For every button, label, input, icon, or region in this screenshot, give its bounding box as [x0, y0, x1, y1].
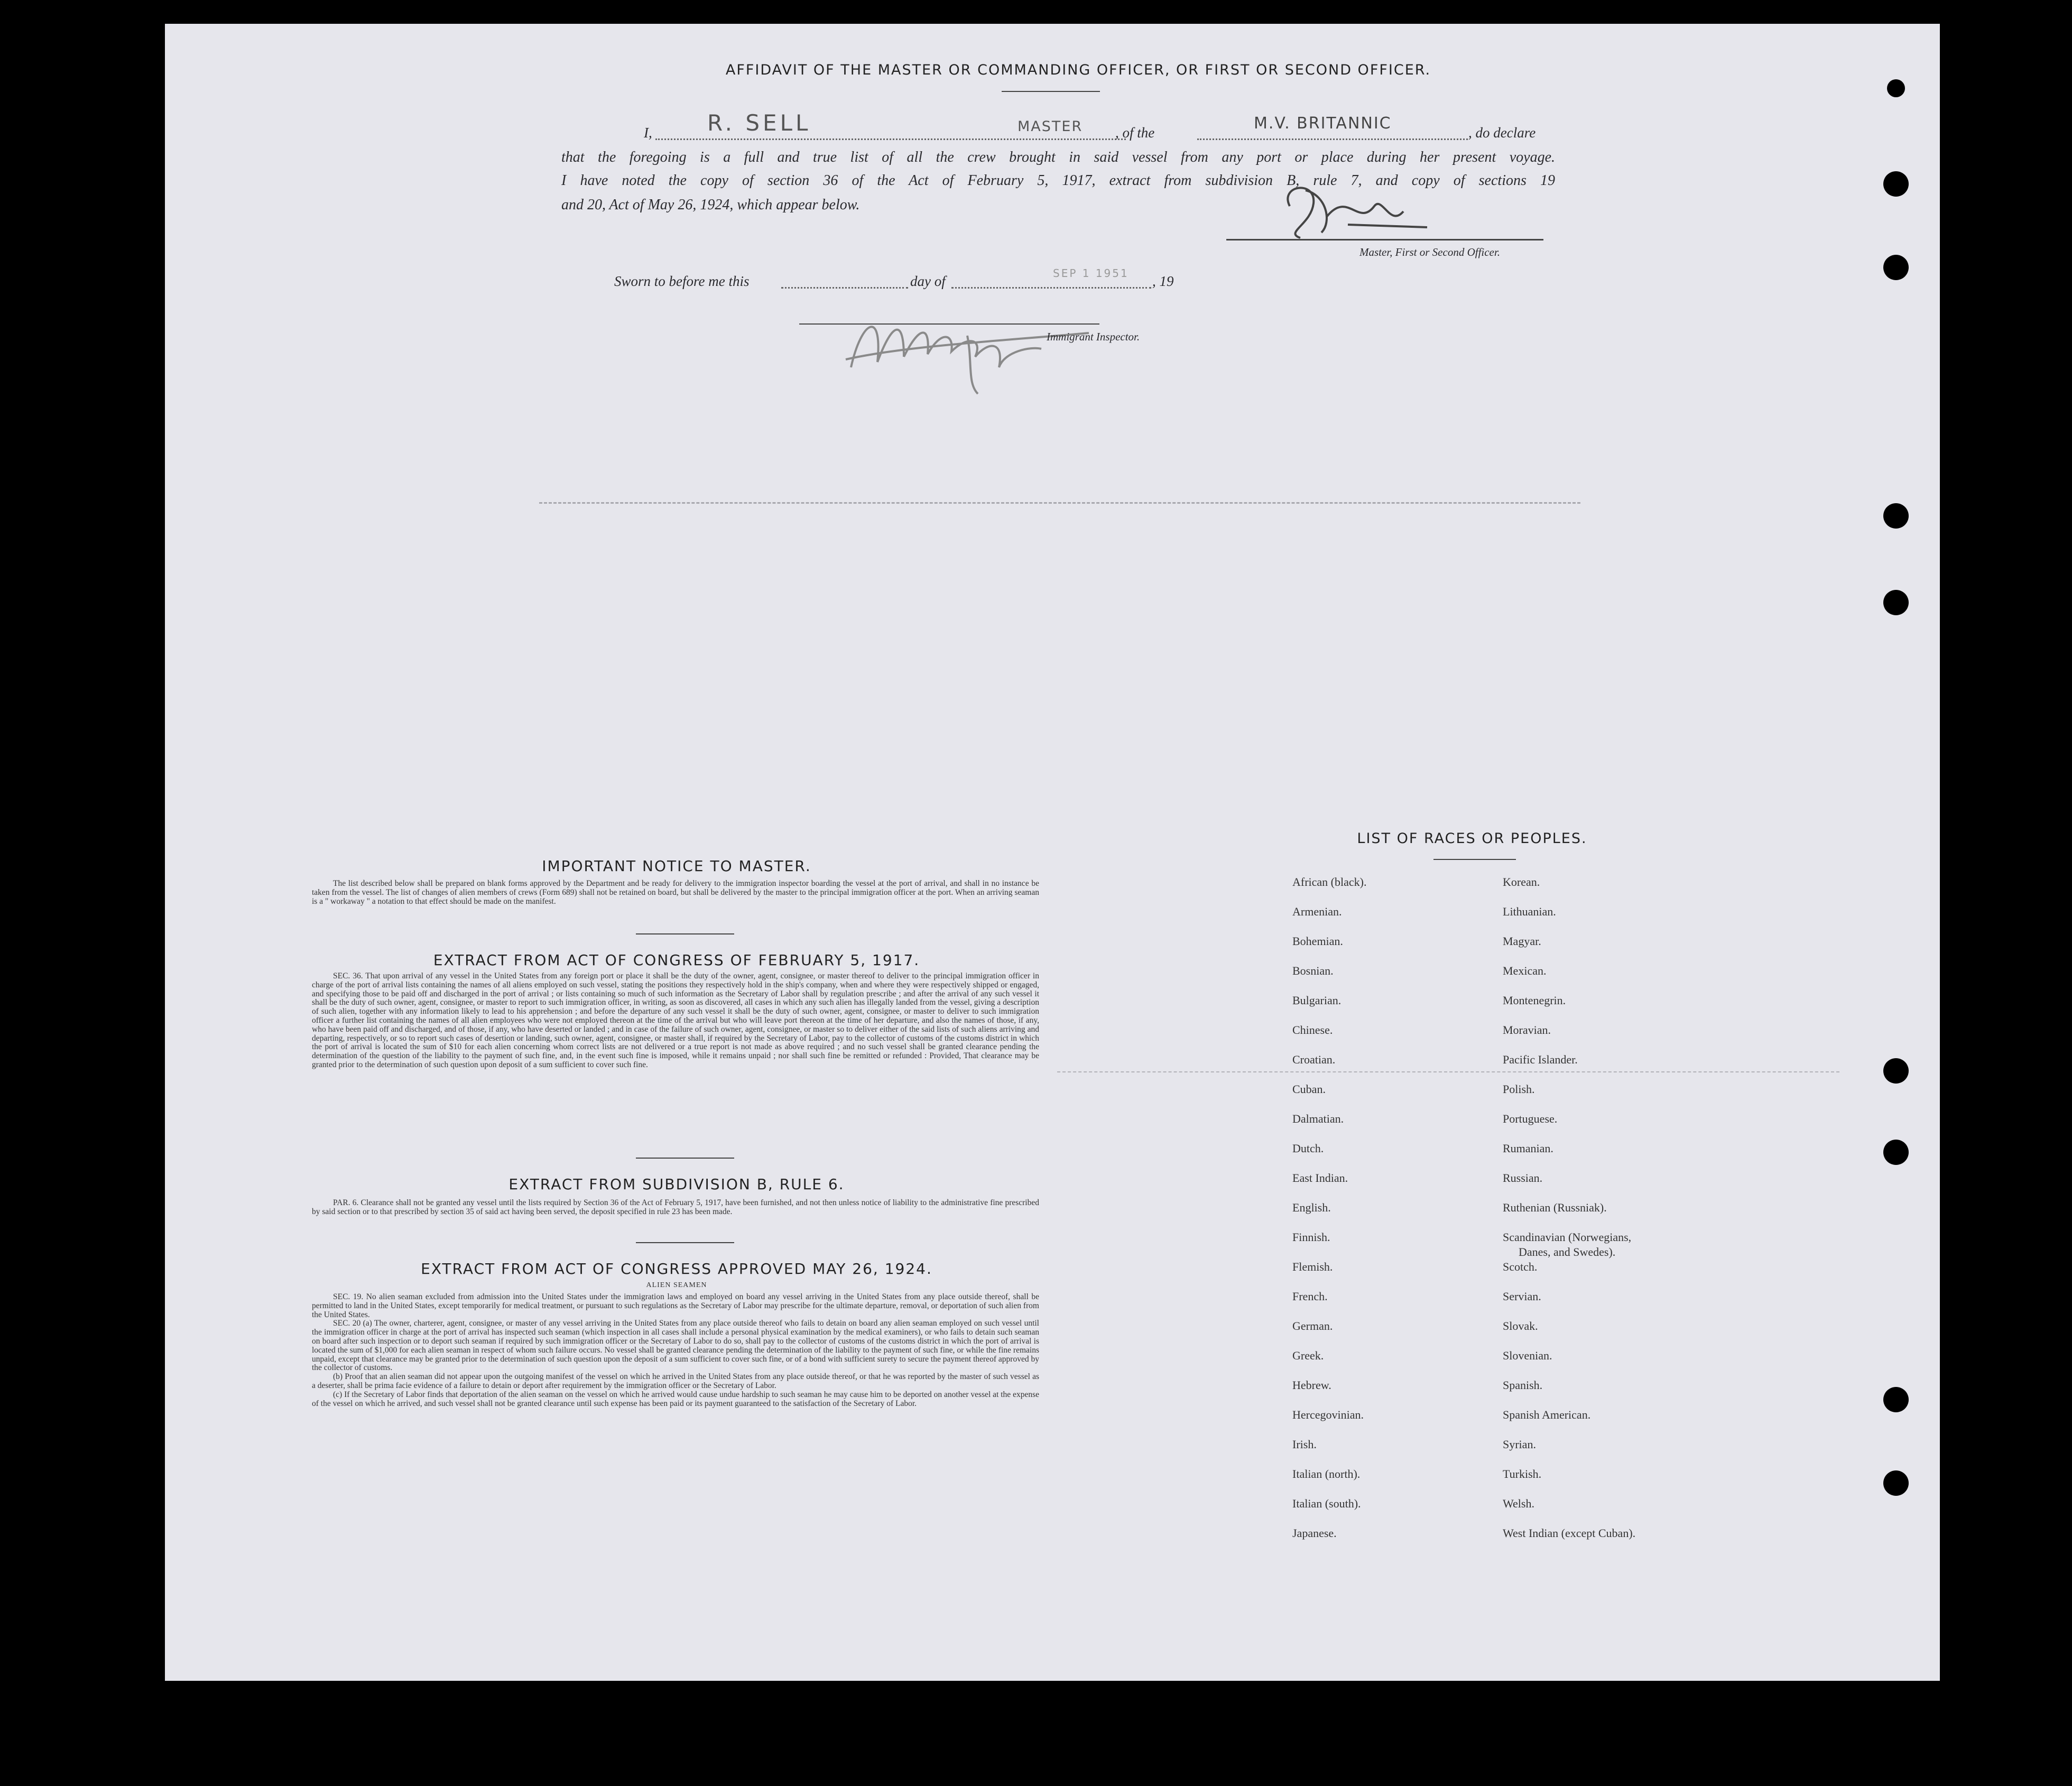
- extract-rule6-title: EXTRACT FROM SUBDIVISION B, RULE 6.: [508, 1176, 845, 1193]
- race-right-13: Scandinavian (Norwegians,: [1503, 1230, 1632, 1244]
- extract-1917-title: EXTRACT FROM ACT OF CONGRESS OF FEBRUARY 5, 1917.: [433, 951, 920, 969]
- race-right-21: Turkish.: [1503, 1467, 1542, 1480]
- race-right-23: West Indian (except Cuban).: [1503, 1526, 1636, 1540]
- race-left-22: Italian (south).: [1292, 1497, 1361, 1510]
- inspector-signature-line: [799, 323, 1099, 325]
- race-right-2: Lithuanian.: [1503, 905, 1556, 918]
- races-list: [1292, 875, 1715, 1562]
- race-right-13-continued: Danes, and Swedes).: [1519, 1245, 1616, 1258]
- race-left-14: Flemish.: [1292, 1260, 1333, 1273]
- of-the-label: , of the: [1115, 125, 1155, 141]
- race-right-6: Moravian.: [1503, 1023, 1551, 1037]
- section-20a-text: SEC. 20 (a) The owner, charterer, agent, consignee, or master of any vessel arriving in the United States from any place outside thereof who fails to detain on board any alien seaman employed on such vessel until the immigration officer in charge at the port of arrival has inspected such seaman (which inspection in all cases shall include a personal physical examination by the medical examiners), or who fails to detain such seaman on board after such inspection or to deport such seaman if required by such immigration officer or the Secretary of Labor to do so, shall pay to the collector of customs of the customs district in which the port of arrival is located the sum of $1,000 for each alien seaman in respect of whom such failure occurs. No vessel shall be granted clearance pending the determination of the liability to the payment of such fine, or while the fine remains unpaid, except that clearance may be granted prior to the determination of such question upon the deposit of a sum sufficient to cover such fine, or of a bond with sufficient surety to secure the payment thereof approved by the collector of customs.: [312, 1319, 1039, 1373]
- sworn-label: Sworn to before me this: [614, 273, 750, 289]
- races-title: LIST OF RACES OR PEOPLES.: [1357, 830, 1587, 847]
- section-36-text: SEC. 36. That upon arrival of any vessel in the United States from any foreign port or place it shall be the duty of the owner, agent, consignee, or master thereof to deliver to the principal immigration officer in charge of the port of arrival lists containing the names of all aliens employed on such vessel, stating the positions they respectively hold in the ship's company, when and where they were respectively shipped or engaged, and specifying those to be paid off and discharged in the port of arrival ; or lists containing so much of such information as the Secretary of Labor shall by regulation prescribe ; and after the arrival of any such vessel it shall be the duty of such owner, agent, consignee, or master to report to such immigration officer, in writing, as soon as discovered, all cases in which any such alien has illegally landed from the vessel, giving a description of such alien, together with any information likely to lead to his apprehension ; and before the departure of any such vessel it shall be the duty of such owner, agent, consignee, or master to deliver to such immigration officer a further list containing the names of all alien employees who were not employed thereon at the time of the arrival but who will leave port thereon at the time of her departure, and also the names of those, if any, who have been paid off and discharged, and of those, if any, who have deserted or landed ; and in case of the failure of such owner, agent, consignee, or master so to deliver either of the said lists of such aliens arriving and departing, respectively, or so to report such cases of desertion or landing, such owner, agent, consignee, or master shall, if required by the Secretary of Labor, pay to the collector of customs of the customs district in which the port of arrival is located the sum of $10 for each alien concerning whom correct lists are not delivered or a true report is not made as above required ; and no such vessel shall be granted clearance pending the determination of the question of the liability to the payment of such fine, and, in the event such fine is imposed, while it remains unpaid ; nor shall such fine be remitted or refunded : Provided, That clearance may be granted prior to the determination of such question upon deposit of a sum sufficient to cover such fine.: [312, 971, 1039, 1069]
- race-right-7: Pacific Islander.: [1503, 1053, 1578, 1066]
- punch-hole: [1883, 1387, 1909, 1412]
- master-signature-line: [1226, 239, 1543, 240]
- race-right-19: Spanish American.: [1503, 1408, 1591, 1421]
- affidavit-i-label: I,: [644, 125, 652, 141]
- punch-hole: [1883, 1058, 1909, 1084]
- affidavit-line-4: and 20, Act of May 26, 1924, which appear below.: [561, 197, 860, 213]
- race-left-20: Irish.: [1292, 1438, 1317, 1451]
- race-left-7: Croatian.: [1292, 1053, 1336, 1066]
- race-left-13: Finnish.: [1292, 1230, 1330, 1244]
- race-left-10: Dutch.: [1292, 1142, 1324, 1155]
- race-left-19: Hercegovinian.: [1292, 1408, 1364, 1421]
- date-stamp: SEP 1 1951: [1053, 267, 1129, 280]
- race-left-12: English.: [1292, 1201, 1331, 1214]
- race-right-10: Rumanian.: [1503, 1142, 1553, 1155]
- race-left-1: African (black).: [1292, 875, 1367, 889]
- race-left-23: Japanese.: [1292, 1526, 1337, 1540]
- affidavit-line-2: that the foregoing is a full and true list of all the crew brought in said vessel from any port or place during her present voyage.: [561, 149, 1555, 165]
- race-left-18: Hebrew.: [1292, 1378, 1331, 1392]
- master-caption: Master, First or Second Officer.: [1359, 246, 1500, 258]
- divider: [636, 1242, 734, 1243]
- race-left-16: German.: [1292, 1319, 1333, 1332]
- affidavit-line-3: I have noted the copy of section 36 of the Act of February 5, 1917, extract from subdivision B, rule 7, and copy of sections 19: [561, 172, 1555, 189]
- divider: [636, 1158, 734, 1159]
- race-left-4: Bosnian.: [1292, 964, 1334, 977]
- race-right-16: Slovak.: [1503, 1319, 1538, 1332]
- affidavit-title: AFFIDAVIT OF THE MASTER OR COMMANDING OFFICER, OR FIRST OR SECOND OFFICER.: [725, 62, 1431, 78]
- section-20c-text: (c) If the Secretary of Labor finds that deportation of the alien seaman on the vessel on which he arrived would cause undue hardship to such seaman he may cause him to be deported on another vessel at the expense of the vessel on which he arrived, and such vessel shall not be granted clearance until such expense has been paid or its payment guaranteed to the satisfaction of the Secretary of Labor.: [312, 1390, 1039, 1408]
- race-left-17: Greek.: [1292, 1349, 1324, 1362]
- extract-1924-title: EXTRACT FROM ACT OF CONGRESS APPROVED MAY 26, 1924.: [421, 1260, 932, 1278]
- race-right-15: Servian.: [1503, 1290, 1541, 1303]
- race-right-12: Ruthenian (Russniak).: [1503, 1201, 1607, 1214]
- master-rank: MASTER: [1018, 118, 1083, 135]
- race-left-2: Armenian.: [1292, 905, 1342, 918]
- vessel-line: [1197, 138, 1468, 140]
- extract-rule6-body: [312, 1199, 1039, 1217]
- extract-1924-body: [312, 1293, 1039, 1408]
- rule-6-text: PAR. 6. Clearance shall not be granted any vessel until the lists required by Section 36 of the Act of February 5, 1917, have been furnished, and not then unless notice of liability to the administrative fine prescribed by said section or to that prescribed by section 35 of said act having been served, the deposit specified in rule 23 has been made.: [312, 1198, 1039, 1216]
- race-left-11: East Indian.: [1292, 1171, 1348, 1185]
- race-left-6: Chinese.: [1292, 1023, 1333, 1037]
- name-line: [655, 138, 1126, 140]
- race-right-20: Syrian.: [1503, 1438, 1536, 1451]
- year-suffix: , 19: [1152, 273, 1174, 289]
- races-divider: [1433, 859, 1516, 860]
- declare-label: , do declare: [1468, 125, 1536, 141]
- vessel-name: M.V. BRITANNIC: [1254, 114, 1392, 133]
- race-left-15: French.: [1292, 1290, 1328, 1303]
- day-of-label: day of: [910, 273, 946, 289]
- title-divider: [1002, 91, 1100, 92]
- faint-rule: [539, 502, 1580, 504]
- race-right-8: Polish.: [1503, 1082, 1535, 1096]
- extract-1917-body: [312, 972, 1039, 1070]
- inspector-signature: [840, 288, 1105, 399]
- punch-hole: [1887, 79, 1905, 97]
- race-left-3: Bohemian.: [1292, 934, 1343, 948]
- punch-hole: [1883, 1140, 1909, 1165]
- race-right-1: Korean.: [1503, 875, 1540, 889]
- notice-text: The list described below shall be prepared on blank forms approved by the Department and be ready for delivery to the immigration inspector boarding the vessel at the port of arrival, and shall in no instance be taken from the vessel. The list of changes of alien members of crews (Form 689) shall not be retained on board, but shall be delivered by the master to the principal immigration officer at the port. When an arriving seaman is a " workaway " a notation to that effect should be made on the manifest.: [312, 879, 1039, 906]
- race-right-9: Portuguese.: [1503, 1112, 1558, 1125]
- race-right-5: Montenegrin.: [1503, 994, 1566, 1007]
- notice-body: [312, 880, 1039, 906]
- race-right-4: Mexican.: [1503, 964, 1547, 977]
- inspector-caption: Immigrant Inspector.: [1047, 330, 1140, 343]
- race-right-17: Slovenian.: [1503, 1349, 1552, 1362]
- race-right-18: Spanish.: [1503, 1378, 1543, 1392]
- punch-hole: [1883, 1470, 1909, 1496]
- section-19-text: SEC. 19. No alien seaman excluded from admission into the United States under the immigration laws and employed on board any vessel arriving in the United States from any place outside thereof, shall be permitted to land in the United States, except temporarily for medical treatment, or pursuant to such regulations as the Secretary of Labor may prescribe for the ultimate departure, removal, or deportation of such alien from the United States.: [312, 1292, 1039, 1319]
- master-signature: [1269, 174, 1443, 243]
- race-left-21: Italian (north).: [1292, 1467, 1361, 1480]
- race-right-3: Magyar.: [1503, 934, 1541, 948]
- notice-title: IMPORTANT NOTICE TO MASTER.: [542, 857, 811, 875]
- divider: [636, 933, 734, 934]
- race-left-9: Dalmatian.: [1292, 1112, 1344, 1125]
- alien-seamen-subtitle: ALIEN SEAMEN: [646, 1281, 707, 1289]
- race-left-5: Bulgarian.: [1292, 994, 1342, 1007]
- punch-hole: [1883, 503, 1909, 529]
- punch-hole: [1883, 255, 1909, 280]
- punch-hole: [1883, 590, 1909, 615]
- race-right-22: Welsh.: [1503, 1497, 1534, 1510]
- master-name: R. SELL: [707, 110, 811, 136]
- section-20b-text: (b) Proof that an alien seaman did not appear upon the outgoing manifest of the vessel on which he arrived in the United States from any place outside thereof, or that he was reported by the master of such vessel as a deserter, shall be prima facie evidence of a failure to detain or deport after requirement by the immigration officer or the Secretary of Labor.: [312, 1372, 1039, 1390]
- race-right-14: Scotch.: [1503, 1260, 1538, 1273]
- race-left-8: Cuban.: [1292, 1082, 1326, 1096]
- race-right-11: Russian.: [1503, 1171, 1543, 1185]
- punch-hole: [1883, 171, 1909, 197]
